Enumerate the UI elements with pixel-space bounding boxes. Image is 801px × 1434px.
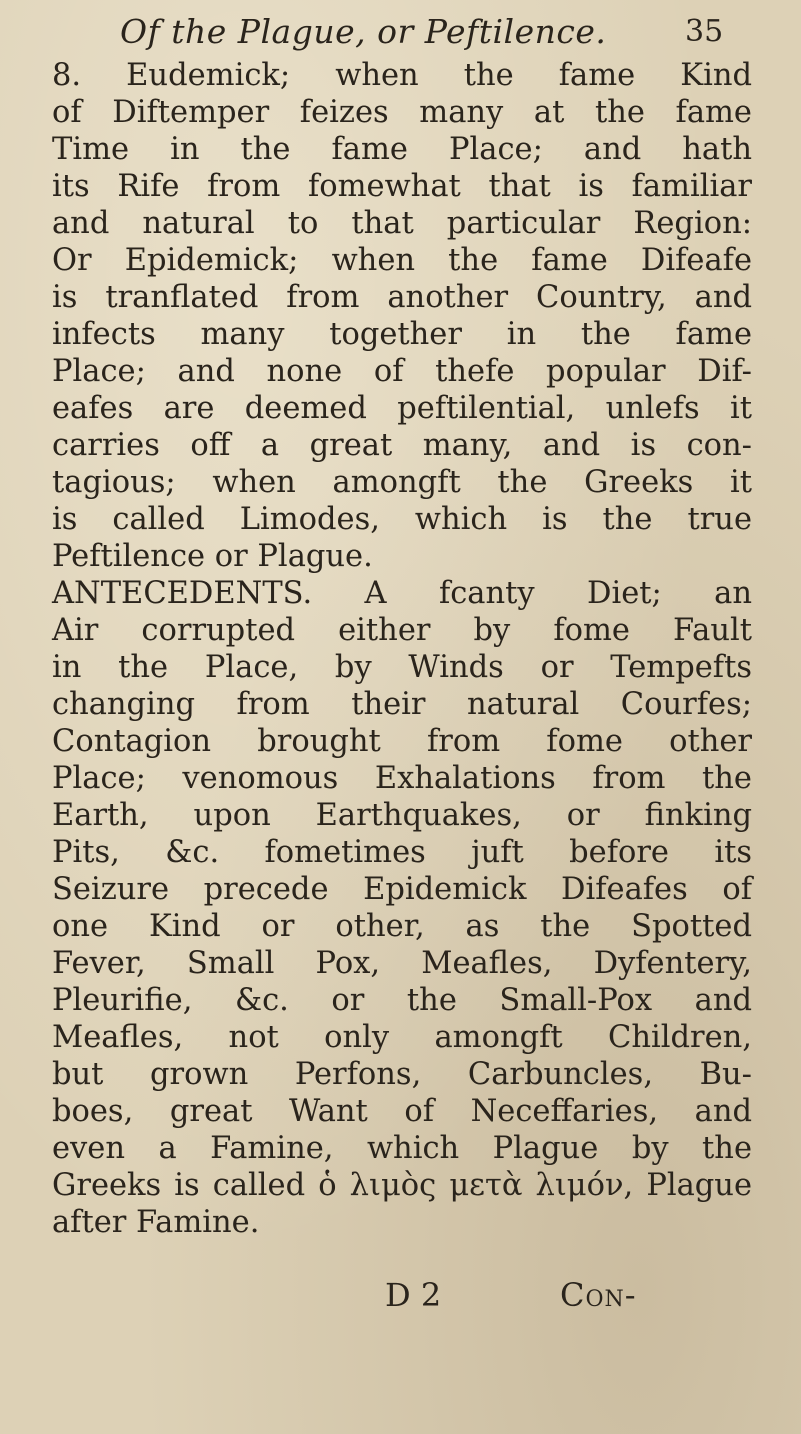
page-footer	[385, 1276, 765, 1316]
text-line: one Kind or other, as the Spotted	[52, 909, 752, 944]
text-line: after Famine.	[52, 1205, 260, 1240]
text-line: ANTECEDENTS. A fcanty Diet; an	[52, 576, 752, 611]
text-line: even a Famine, which Plague by the	[52, 1131, 752, 1166]
text-line: Time in the fame Place; and hath	[52, 132, 752, 167]
text-line: Pleurifie, &c. or the Small-Pox and	[52, 983, 752, 1018]
page-number: 35	[685, 14, 724, 49]
text-line: Contagion brought from fome other	[52, 724, 752, 759]
text-line: carries off a great many, and is con-	[52, 428, 752, 463]
text-line: changing from their natural Courfes;	[52, 687, 752, 722]
text-line: eafes are deemed peftilential, unlefs it	[52, 391, 752, 426]
text-line: of Diftemper feizes many at the fame	[52, 95, 752, 130]
text-line: Peftilence or Plague.	[52, 539, 373, 574]
text-line: Place; and none of thefe popular Dif-	[52, 354, 752, 389]
text-line: its Rife from fomewhat that is familiar	[52, 169, 752, 204]
text-line: Or Epidemick; when the fame Difeafe	[52, 243, 752, 278]
text-line: is tranflated from another Country, and	[52, 280, 752, 315]
text-line: Meafles, not only amongft Children,	[52, 1020, 752, 1055]
text-line: Air corrupted either by fome Fault	[52, 613, 752, 648]
text-line: in the Place, by Winds or Tempefts	[52, 650, 752, 685]
text-line: infects many together in the fame	[52, 317, 752, 352]
signature-mark: D 2	[385, 1276, 442, 1314]
text-line: tagious; when amongft the Greeks it	[52, 465, 752, 500]
text-line: Greeks is called ὁ λιμὸς μετὰ λιμόν, Plague	[52, 1168, 752, 1203]
text-line: Earth, upon Earthquakes, or finking	[52, 798, 752, 833]
text-line: 8. Eudemick; when the fame Kind	[52, 58, 752, 93]
text-line: is called Limodes, which is the true	[52, 502, 752, 537]
text-line: and natural to that particular Region:	[52, 206, 752, 241]
text-line: but grown Perfons, Carbuncles, Bu-	[52, 1057, 752, 1092]
text-line: Pits, &c. fometimes juft before its	[52, 835, 752, 870]
text-line: Fever, Small Pox, Meafles, Dyfentery,	[52, 946, 752, 981]
running-head: Of the Plague, or Peftilence.	[120, 12, 607, 51]
text-line: Seizure precede Epidemick Difeafes of	[52, 872, 752, 907]
catchword: Con-	[560, 1276, 637, 1314]
text-line: boes, great Want of Neceffaries, and	[52, 1094, 752, 1129]
body-text	[52, 57, 752, 1241]
text-line: Place; venomous Exhalations from the	[52, 761, 752, 796]
